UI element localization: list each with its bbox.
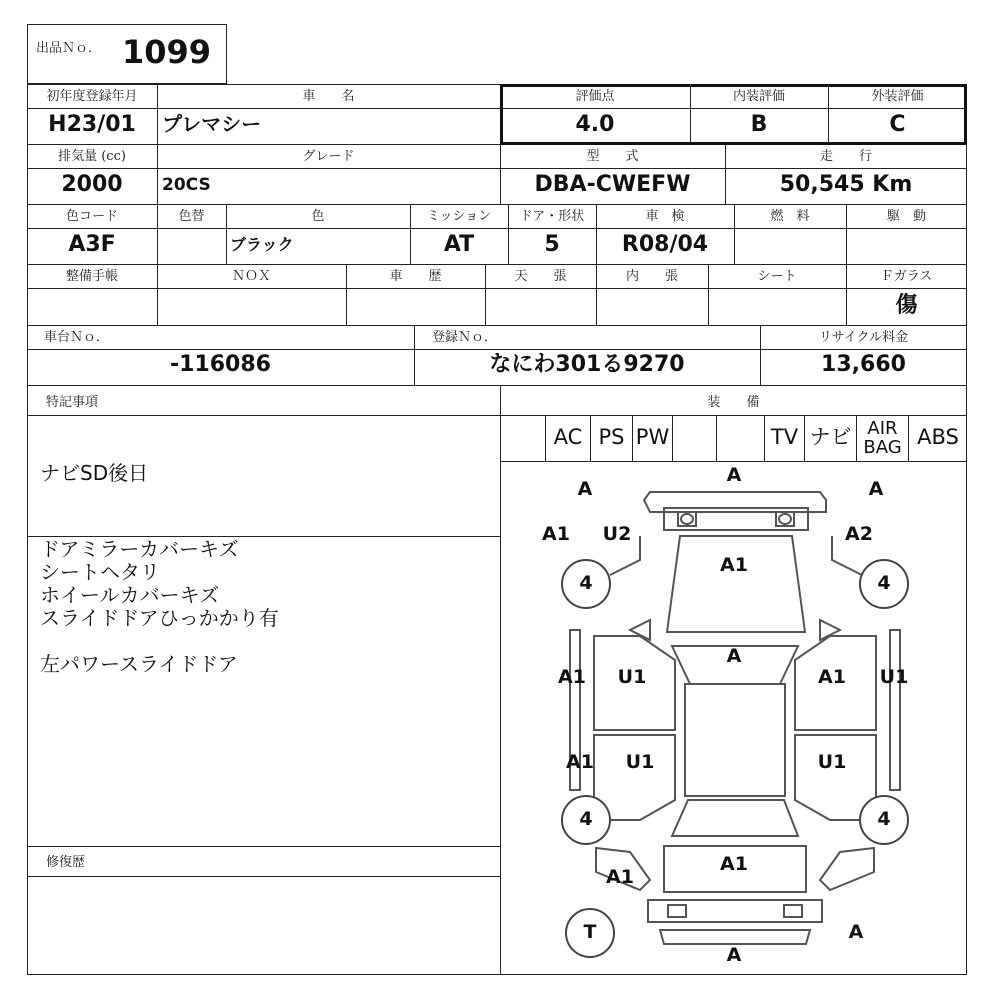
- hood-outline: [667, 536, 805, 632]
- lot-label: 出品Ｎｏ．: [36, 41, 102, 56]
- tire-rating: 4: [579, 808, 593, 830]
- exterior-value: C: [889, 112, 906, 137]
- recycle-value: 13,660: [821, 352, 906, 377]
- equipment-item: [716, 415, 764, 462]
- repair-label: 修復歴: [46, 855, 86, 870]
- equipment-item: [804, 415, 856, 462]
- mileage-label: 走 行: [819, 149, 872, 164]
- equipment-label: 装 備: [707, 395, 760, 410]
- damage-code-front-right: A: [868, 478, 884, 500]
- equipment-item: [764, 415, 804, 462]
- damage-code-door-fl: A1: [558, 666, 586, 688]
- equipment-item-label: PW: [635, 425, 670, 449]
- damage-code-door-rl-2: U1: [625, 751, 655, 773]
- damage-code-front-left: A: [577, 478, 593, 500]
- repaint-label: 色替: [178, 209, 205, 224]
- nox-label: ＮＯＸ: [231, 269, 271, 284]
- score-value: 4.0: [575, 112, 615, 137]
- tire-rating: 4: [579, 572, 593, 594]
- damage-code-door-fr: A1: [818, 666, 846, 688]
- equipment-item: [500, 415, 545, 462]
- color-label: 色: [311, 209, 325, 224]
- sunroof-label: 天 張: [514, 269, 567, 284]
- spare-tire-circle: [565, 908, 615, 958]
- tire-rl-circle: [561, 795, 611, 845]
- color-value: ブラック: [230, 235, 294, 254]
- drive-label: 駆 動: [886, 209, 926, 224]
- displacement-value: 2000: [61, 172, 123, 197]
- fuel-label: 燃 料: [770, 209, 810, 224]
- damage-code-trunk: A1: [720, 853, 748, 875]
- color-code-label: 色コード: [65, 209, 118, 224]
- tire-rating: T: [583, 921, 597, 943]
- fglass-label: Ｆガラス: [880, 269, 933, 284]
- damage-code-door-fl-2: U1: [617, 666, 647, 688]
- equipment-item: [908, 415, 967, 462]
- grade-label: グレード: [302, 149, 355, 164]
- equipment-item: [856, 415, 908, 462]
- model-value: DBA-CWEFW: [534, 172, 691, 197]
- score-label: 評価点: [575, 89, 615, 104]
- first-reg-label: 初年度登録年月: [46, 89, 138, 104]
- roof-outline: [685, 684, 785, 796]
- equipment-item-label: TV: [770, 425, 799, 449]
- color-code-value: A3F: [68, 232, 116, 257]
- seat-label: シート: [757, 269, 797, 284]
- displacement-label: 排気量 (cc): [58, 149, 126, 164]
- car-name-value: プレマシー: [162, 112, 262, 136]
- fglass-value: 傷: [895, 292, 918, 318]
- rear-window-outline: [672, 800, 798, 836]
- grade-value: 20CS: [162, 175, 211, 195]
- equipment-item-label: AC: [553, 425, 583, 449]
- damage-code-door-fr-2: U1: [879, 666, 909, 688]
- damage-code-hood: A1: [720, 554, 748, 576]
- damage-code-door-rr: U1: [817, 751, 847, 773]
- chassis-label: 車台Ｎｏ．: [44, 330, 110, 345]
- damage-code-fender-left-2: U2: [602, 523, 632, 545]
- door-label: ドア・形状: [519, 209, 585, 224]
- plate-value: なにわ301る9270: [489, 352, 685, 377]
- rear-bumper-outline: [648, 900, 822, 922]
- equipment-item-label: ABS: [917, 425, 959, 449]
- mission-value: AT: [443, 232, 475, 257]
- model-label: 型 式: [586, 149, 639, 164]
- first-reg-value: H23/01: [48, 112, 136, 137]
- manual-label: 整備手帳: [65, 269, 118, 284]
- damage-code-fender-left: A1: [542, 523, 570, 545]
- equipment-item: [545, 415, 590, 462]
- lot-number: 1099: [122, 33, 212, 71]
- door-value: 5: [544, 232, 560, 257]
- interior-trim-label: 内 張: [625, 269, 678, 284]
- equipment-item-label: ナビ: [809, 425, 852, 449]
- remarks-text: ドアミラーカバーキズ シートヘタリ ホイールカバーキズ スライドドアひっかかり有 左パワースライドドア: [40, 537, 279, 676]
- plate-label: 登録Ｎｏ．: [432, 330, 498, 345]
- damage-code-front: A: [726, 464, 742, 486]
- equipment-item-label: AIR BAG: [863, 418, 902, 458]
- tire-rr-circle: [859, 795, 909, 845]
- mileage-value: 50,545 Km: [779, 172, 913, 197]
- interior-value: B: [750, 112, 768, 137]
- damage-code-rear: A: [726, 944, 742, 966]
- tire-rating: 4: [877, 808, 891, 830]
- special-text: ナビSD後日: [40, 461, 149, 485]
- equipment-item-label: PS: [598, 425, 625, 449]
- special-label: 特記事項: [46, 395, 99, 410]
- interior-label: 内装評価: [732, 89, 785, 104]
- history-label: 車 歴: [389, 269, 442, 284]
- damage-code-roof: A: [726, 645, 742, 667]
- tire-rating: 4: [877, 572, 891, 594]
- recycle-label: リサイクル料金: [818, 330, 909, 345]
- equipment-item: [632, 415, 672, 462]
- damage-code-rear-right: A: [848, 921, 864, 943]
- equipment-item: [590, 415, 632, 462]
- equipment-item: [672, 415, 716, 462]
- damage-code-fender-right: A2: [845, 523, 873, 545]
- mission-label: ミッション: [426, 209, 492, 224]
- damage-code-door-rl: A1: [566, 751, 594, 773]
- car-name-label: 車 名: [302, 89, 355, 104]
- inspection-value: R08/04: [621, 232, 709, 257]
- tire-fl-circle: [561, 559, 611, 609]
- tire-fr-circle: [859, 559, 909, 609]
- inspection-label: 車 検: [645, 209, 685, 224]
- damage-code-rear-left: A1: [606, 866, 634, 888]
- exterior-label: 外装評価: [871, 89, 924, 104]
- chassis-value: -116086: [170, 352, 271, 377]
